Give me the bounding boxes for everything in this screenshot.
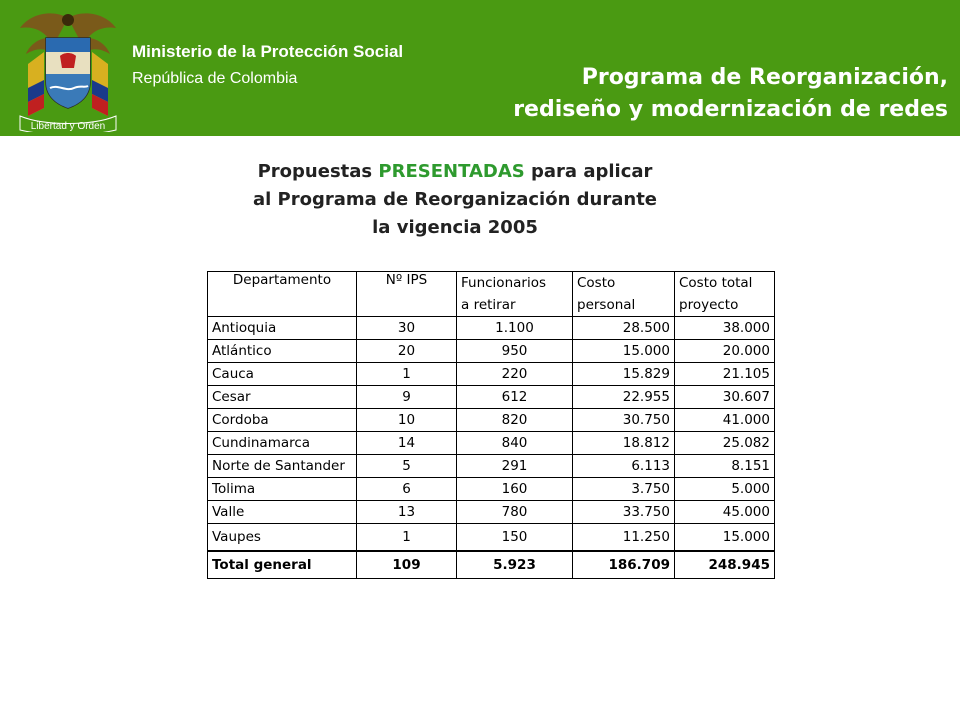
cell-costo-total: 20.000 [675, 340, 775, 363]
header-departamento: Departamento [208, 272, 357, 317]
cell-costo-total: 5.000 [675, 478, 775, 501]
cell-n-ips: 9 [357, 386, 457, 409]
header-banner [0, 0, 960, 136]
cell-funcionarios: 820 [457, 409, 573, 432]
total-row [208, 551, 775, 579]
table-row [208, 455, 775, 478]
cell-departamento: Norte de Santander [208, 455, 357, 478]
svg-text:Libertad y Orden: Libertad y Orden [30, 121, 106, 132]
cell-n-ips: 20 [357, 340, 457, 363]
cell-funcionarios: 612 [457, 386, 573, 409]
cell-n-ips: 13 [357, 501, 457, 524]
table-row [208, 524, 775, 552]
header-n-ips: Nº IPS [357, 272, 457, 317]
cell-costo-total: 15.000 [675, 524, 775, 552]
cell-costo-personal: 28.500 [573, 317, 675, 340]
cell-funcionarios: 160 [457, 478, 573, 501]
slide-subtitle [200, 158, 710, 242]
cell-funcionarios: 780 [457, 501, 573, 524]
table-header [208, 272, 775, 317]
cell-costo-personal: 18.812 [573, 432, 675, 455]
cell-costo-total: 21.105 [675, 363, 775, 386]
cell-departamento: Cesar [208, 386, 357, 409]
cell-funcionarios: 950 [457, 340, 573, 363]
header-funcionarios-1: Funcionarios [457, 272, 573, 295]
cell-n-ips: 10 [357, 409, 457, 432]
cell-costo-personal: 6.113 [573, 455, 675, 478]
header-funcionarios-2: a retirar [457, 294, 573, 317]
ministry-name: Ministerio de la Protección Social [132, 42, 404, 61]
cell-costo-total: 30.607 [675, 386, 775, 409]
colombia-coat-of-arms-logo [14, 8, 122, 132]
cell-costo-total: 45.000 [675, 501, 775, 524]
total-costo-personal: 186.709 [573, 551, 675, 579]
header-costo-total-1: Costo total [675, 272, 775, 295]
cell-n-ips: 30 [357, 317, 457, 340]
cell-n-ips: 1 [357, 363, 457, 386]
table-row [208, 501, 775, 524]
subtitle-line3: la vigencia 2005 [372, 217, 538, 238]
cell-funcionarios: 150 [457, 524, 573, 552]
table-row [208, 340, 775, 363]
table-row [208, 478, 775, 501]
table-row [208, 432, 775, 455]
cell-funcionarios: 291 [457, 455, 573, 478]
cell-costo-personal: 11.250 [573, 524, 675, 552]
cell-costo-personal: 22.955 [573, 386, 675, 409]
cell-costo-personal: 3.750 [573, 478, 675, 501]
cell-departamento: Atlántico [208, 340, 357, 363]
program-title-line1: Programa de Reorganización, [581, 65, 948, 90]
cell-funcionarios: 840 [457, 432, 573, 455]
total-n-ips: 109 [357, 551, 457, 579]
program-title [513, 62, 948, 126]
cell-costo-total: 38.000 [675, 317, 775, 340]
cell-n-ips: 1 [357, 524, 457, 552]
table-row [208, 409, 775, 432]
proposals-table [207, 271, 775, 579]
table-body [208, 317, 775, 579]
table-row [208, 363, 775, 386]
table-row [208, 386, 775, 409]
program-title-line2: rediseño y modernización de redes [513, 97, 948, 122]
cell-departamento: Vaupes [208, 524, 357, 552]
cell-departamento: Cordoba [208, 409, 357, 432]
cell-n-ips: 14 [357, 432, 457, 455]
cell-departamento: Cauca [208, 363, 357, 386]
subtitle-line2: al Programa de Reorganización durante [252, 189, 658, 210]
cell-costo-total: 41.000 [675, 409, 775, 432]
cell-costo-personal: 15.829 [573, 363, 675, 386]
cell-departamento: Valle [208, 501, 357, 524]
total-label: Total general [208, 551, 357, 579]
cell-funcionarios: 1.100 [457, 317, 573, 340]
table-row [208, 317, 775, 340]
cell-n-ips: 6 [357, 478, 457, 501]
total-funcionarios: 5.923 [457, 551, 573, 579]
total-costo-total: 248.945 [675, 551, 775, 579]
cell-costo-personal: 15.000 [573, 340, 675, 363]
header-costo-personal-1: Costo [573, 272, 675, 295]
cell-departamento: Tolima [208, 478, 357, 501]
subtitle-pre: Propuestas [257, 161, 379, 182]
republic-name: República de Colombia [132, 70, 298, 87]
subtitle-post: para aplicar [524, 161, 653, 182]
cell-n-ips: 5 [357, 455, 457, 478]
cell-costo-total: 8.151 [675, 455, 775, 478]
cell-departamento: Cundinamarca [208, 432, 357, 455]
subtitle-highlight: PRESENTADAS [378, 161, 525, 182]
cell-costo-personal: 33.750 [573, 501, 675, 524]
header-costo-total-2: proyecto [675, 294, 775, 317]
cell-costo-personal: 30.750 [573, 409, 675, 432]
cell-costo-total: 25.082 [675, 432, 775, 455]
cell-funcionarios: 220 [457, 363, 573, 386]
header-costo-personal-2: personal [573, 294, 675, 317]
subtitle-line1 [200, 158, 710, 186]
cell-departamento: Antioquia [208, 317, 357, 340]
header-row-1 [208, 272, 775, 295]
